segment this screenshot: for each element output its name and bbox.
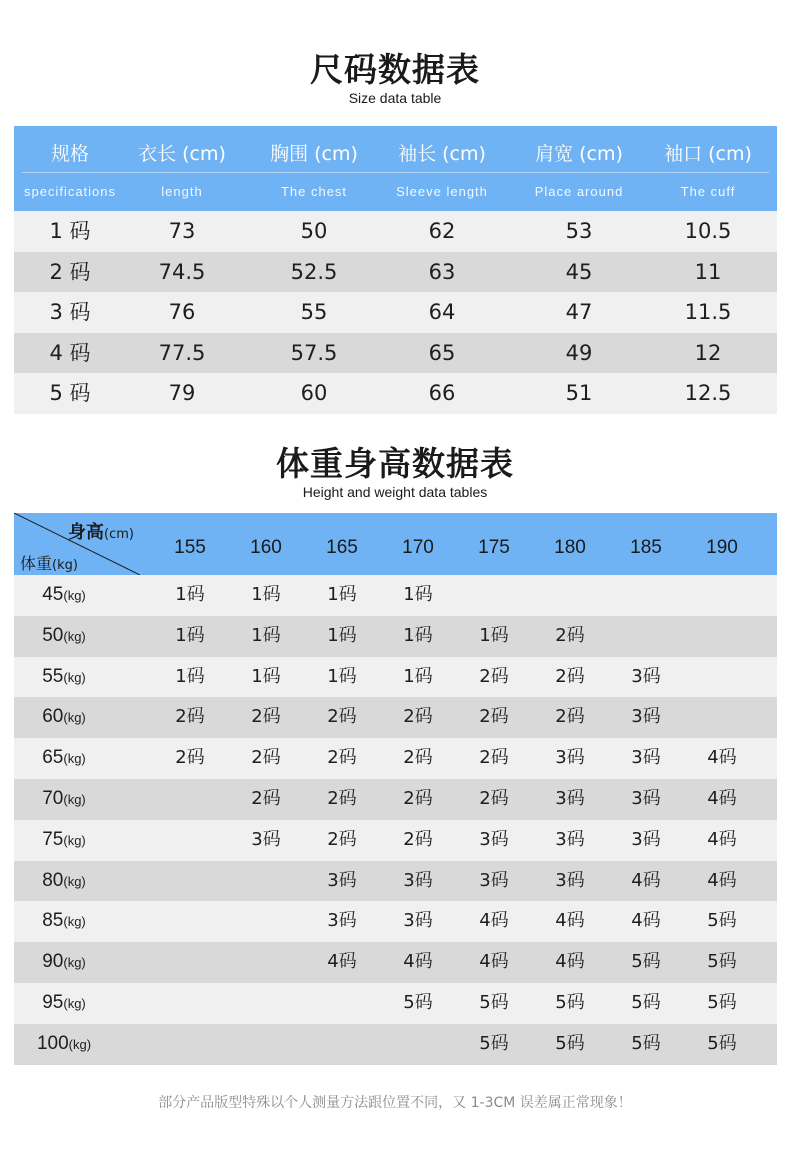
size-recommendation-cell: 5码 xyxy=(707,1032,737,1054)
corner-weight-text: 体重 xyxy=(20,554,53,573)
size-recommendation-cell: 5码 xyxy=(631,1032,661,1054)
size-recommendation-cell: 3码 xyxy=(327,869,357,891)
size-recommendation-cell: 2码 xyxy=(555,624,585,646)
size-recommendation-cell xyxy=(383,1024,453,1065)
table-row xyxy=(14,738,777,779)
size-recommendation-cell: 3码 xyxy=(631,706,661,728)
size-recommendation-cell: 3码 xyxy=(251,828,281,850)
size-table-body xyxy=(14,211,777,414)
weight-unit: (kg) xyxy=(63,588,86,603)
size-recommendation-cell: 2码 xyxy=(479,706,509,728)
size-recommendation-cell: 4码 xyxy=(707,828,737,850)
size-recommendation-cell: 3码 xyxy=(631,828,661,850)
corner-height-label xyxy=(68,518,134,544)
height-weight-table xyxy=(14,513,777,1065)
size-recommendation-cell: 1码 xyxy=(251,624,281,646)
table-row xyxy=(14,697,777,738)
weight-value: 60 xyxy=(42,706,64,728)
size-recommendation-cell xyxy=(459,575,529,616)
height-column-header: 185 xyxy=(630,537,662,558)
size-recommendation-cell: 5码 xyxy=(555,991,585,1013)
weight-label-cell xyxy=(14,779,114,820)
size-header-en-3: Sleeve length xyxy=(396,184,488,199)
size-recommendation-cell: 5码 xyxy=(707,951,737,973)
size-recommendation-cell: 3码 xyxy=(327,910,357,932)
height-column-header: 155 xyxy=(174,537,206,558)
size-recommendation-cell xyxy=(231,942,301,983)
size-table-header xyxy=(14,126,777,211)
table-row xyxy=(14,901,777,942)
size-value-cell: 60 xyxy=(300,381,328,406)
size-recommendation-cell xyxy=(231,861,301,902)
size-recommendation-cell xyxy=(155,861,225,902)
height-column-header: 160 xyxy=(250,537,282,558)
size-recommendation-cell: 5码 xyxy=(707,991,737,1013)
size-recommendation-cell: 3码 xyxy=(631,665,661,687)
size-recommendation-cell: 3码 xyxy=(479,869,509,891)
corner-weight-unit: (kg) xyxy=(52,558,78,573)
size-label-cell: 2 码 xyxy=(49,259,91,284)
size-recommendation-cell: 2码 xyxy=(327,706,357,728)
weight-unit: (kg) xyxy=(63,669,86,685)
size-recommendation-cell: 1码 xyxy=(175,584,205,605)
weight-unit: (kg) xyxy=(63,628,86,644)
size-recommendation-cell: 3码 xyxy=(631,787,661,809)
size-header-cn-4: 肩宽 (cm) xyxy=(535,143,623,165)
size-header-en-4: Place around xyxy=(534,184,624,199)
size-table-title: 尺码数据表 xyxy=(310,50,480,89)
size-value-cell: 55 xyxy=(300,300,328,325)
size-value-cell: 77.5 xyxy=(158,340,206,365)
size-value-cell: 74.5 xyxy=(158,259,206,284)
size-header-cn-2: 胸围 (cm) xyxy=(270,143,358,165)
size-recommendation-cell: 1码 xyxy=(403,624,433,646)
weight-label-cell xyxy=(14,697,114,738)
footer-note: 部分产品版型特殊以个人测量方法跟位置不同，又 1-3CM 误差属正常现象！ xyxy=(158,1095,632,1111)
size-recommendation-cell: 2码 xyxy=(251,706,281,728)
size-recommendation-cell xyxy=(155,942,225,983)
size-recommendation-cell xyxy=(155,983,225,1024)
size-label-cell: 4 码 xyxy=(49,340,91,365)
size-recommendation-cell xyxy=(687,616,757,657)
size-recommendation-cell: 3码 xyxy=(555,869,585,891)
size-header-cn-3: 袖长 (cm) xyxy=(398,143,486,165)
size-value-cell: 47 xyxy=(565,300,593,325)
size-recommendation-cell: 3码 xyxy=(555,787,585,809)
size-label-cell: 1 码 xyxy=(49,219,91,243)
size-value-cell: 52.5 xyxy=(290,259,338,284)
size-value-cell: 49 xyxy=(565,340,593,365)
weight-unit: (kg) xyxy=(63,873,86,889)
size-value-cell: 62 xyxy=(428,219,456,243)
hw-table-header xyxy=(14,513,777,575)
size-recommendation-cell: 2码 xyxy=(251,787,281,809)
weight-label-cell xyxy=(14,616,114,657)
weight-value: 45 xyxy=(42,584,64,605)
table-row xyxy=(14,616,777,657)
size-recommendation-cell: 3码 xyxy=(403,869,433,891)
size-recommendation-cell: 2码 xyxy=(555,665,585,687)
size-value-cell: 65 xyxy=(428,340,456,365)
size-recommendation-cell: 2码 xyxy=(479,747,509,769)
size-recommendation-cell: 3码 xyxy=(555,747,585,769)
size-value-cell: 53 xyxy=(565,219,593,243)
size-value-cell: 11 xyxy=(694,259,722,284)
weight-value: 100 xyxy=(36,1032,69,1054)
size-recommendation-cell xyxy=(155,901,225,942)
size-header-cn-1: 衣长 (cm) xyxy=(138,143,226,165)
size-recommendation-cell: 4码 xyxy=(707,869,737,891)
weight-unit: (kg) xyxy=(63,995,86,1011)
size-recommendation-cell: 2码 xyxy=(327,747,357,769)
height-column-header: 165 xyxy=(326,537,358,558)
weight-label-cell xyxy=(14,901,114,942)
weight-label-cell xyxy=(14,575,114,616)
size-recommendation-cell: 1码 xyxy=(403,584,433,605)
size-recommendation-cell: 3码 xyxy=(479,828,509,850)
size-recommendation-cell: 2码 xyxy=(175,747,205,769)
corner-height-text: 身高 xyxy=(68,522,104,543)
size-recommendation-cell: 2码 xyxy=(403,828,433,850)
weight-unit: (kg) xyxy=(63,751,86,767)
table-row xyxy=(14,252,777,293)
size-value-cell: 64 xyxy=(428,300,456,325)
size-recommendation-cell: 5码 xyxy=(403,991,433,1013)
table-row xyxy=(14,373,777,414)
hw-table-subtitle: Height and weight data tables xyxy=(302,484,488,500)
table-row xyxy=(14,292,777,333)
size-recommendation-cell: 1码 xyxy=(175,624,205,646)
table-row xyxy=(14,1024,777,1065)
size-recommendation-cell: 4码 xyxy=(327,951,357,973)
table-row xyxy=(14,211,777,252)
size-recommendation-cell: 4码 xyxy=(403,951,433,973)
weight-label-cell xyxy=(14,861,114,902)
size-recommendation-cell: 4码 xyxy=(555,951,585,973)
size-recommendation-cell xyxy=(231,901,301,942)
weight-unit: (kg) xyxy=(63,832,86,848)
corner-height-unit: (cm) xyxy=(104,527,134,542)
weight-label-cell xyxy=(14,942,114,983)
weight-label-cell xyxy=(14,820,114,861)
size-recommendation-cell: 2码 xyxy=(555,706,585,728)
size-recommendation-cell: 4码 xyxy=(555,910,585,932)
weight-value: 90 xyxy=(42,951,64,973)
size-header-en-1: length xyxy=(161,184,203,199)
size-recommendation-cell: 2码 xyxy=(479,787,509,809)
height-column-header: 190 xyxy=(706,537,738,558)
weight-value: 85 xyxy=(42,910,64,932)
table-row xyxy=(14,575,777,616)
weight-unit: (kg) xyxy=(63,710,86,726)
size-recommendation-cell: 5码 xyxy=(479,1032,509,1054)
size-table-subtitle: Size data table xyxy=(348,90,442,106)
size-recommendation-cell xyxy=(687,657,757,698)
weight-label-cell xyxy=(14,1024,114,1065)
size-recommendation-cell xyxy=(687,575,757,616)
table-row xyxy=(14,333,777,374)
size-recommendation-cell: 2码 xyxy=(403,747,433,769)
hw-table-title: 体重身高数据表 xyxy=(276,444,514,483)
size-header-cn-5: 袖口 (cm) xyxy=(664,143,752,165)
weight-value: 55 xyxy=(42,665,64,687)
weight-label-cell xyxy=(14,657,114,698)
size-recommendation-cell: 5码 xyxy=(631,951,661,973)
weight-unit: (kg) xyxy=(63,955,86,971)
size-header-en-5: The cuff xyxy=(680,184,736,199)
size-recommendation-cell: 3码 xyxy=(403,910,433,932)
weight-unit: (kg) xyxy=(63,791,86,807)
size-recommendation-cell: 3码 xyxy=(555,828,585,850)
height-column-header: 175 xyxy=(478,537,510,558)
size-recommendation-cell xyxy=(307,983,377,1024)
weight-label-cell xyxy=(14,983,114,1024)
table-row xyxy=(14,942,777,983)
size-recommendation-cell: 2码 xyxy=(479,665,509,687)
size-recommendation-cell: 4码 xyxy=(707,787,737,809)
size-header-en-2: The chest xyxy=(280,184,348,199)
weight-unit: (kg) xyxy=(68,1036,92,1052)
weight-value: 80 xyxy=(42,869,64,891)
size-recommendation-cell: 2码 xyxy=(175,706,205,728)
header-divider xyxy=(22,172,769,173)
size-label-cell: 5 码 xyxy=(49,381,91,406)
corner-weight-label xyxy=(20,551,78,574)
size-value-cell: 76 xyxy=(168,300,196,325)
size-recommendation-cell: 5码 xyxy=(707,910,737,932)
size-recommendation-cell: 4码 xyxy=(479,910,509,932)
size-recommendation-cell: 5码 xyxy=(555,1032,585,1054)
size-recommendation-cell: 5码 xyxy=(479,991,509,1013)
table-row xyxy=(14,779,777,820)
size-recommendation-cell: 1码 xyxy=(327,665,357,687)
size-recommendation-cell xyxy=(155,779,225,820)
size-recommendation-cell: 4码 xyxy=(631,869,661,891)
size-value-cell: 11.5 xyxy=(684,300,732,325)
size-recommendation-cell xyxy=(611,575,681,616)
size-value-cell: 12.5 xyxy=(684,381,732,406)
size-value-cell: 45 xyxy=(565,259,593,284)
size-table xyxy=(14,126,777,414)
size-value-cell: 57.5 xyxy=(290,340,338,365)
size-recommendation-cell: 4码 xyxy=(631,910,661,932)
size-value-cell: 73 xyxy=(168,219,196,243)
weight-value: 95 xyxy=(42,991,64,1013)
table-row xyxy=(14,983,777,1024)
size-header-en-0: specifications xyxy=(23,184,117,199)
size-value-cell: 63 xyxy=(428,259,456,284)
size-recommendation-cell: 2码 xyxy=(403,706,433,728)
size-recommendation-cell xyxy=(611,616,681,657)
size-recommendation-cell: 2码 xyxy=(251,747,281,769)
size-label-cell: 3 码 xyxy=(49,300,91,325)
size-recommendation-cell xyxy=(231,1024,301,1065)
size-recommendation-cell: 1码 xyxy=(251,665,281,687)
size-recommendation-cell xyxy=(231,983,301,1024)
table-row xyxy=(14,861,777,902)
size-value-cell: 10.5 xyxy=(684,219,732,243)
weight-value: 75 xyxy=(42,828,64,850)
size-recommendation-cell: 2码 xyxy=(327,828,357,850)
size-recommendation-cell: 2码 xyxy=(403,787,433,809)
size-recommendation-cell: 1码 xyxy=(251,584,281,605)
size-header-cn-0: 规格 xyxy=(50,143,89,165)
table-row xyxy=(14,657,777,698)
size-recommendation-cell: 3码 xyxy=(631,747,661,769)
size-recommendation-cell xyxy=(155,820,225,861)
size-value-cell: 50 xyxy=(300,219,328,243)
size-value-cell: 66 xyxy=(428,381,456,406)
weight-value: 70 xyxy=(42,787,64,809)
table-row xyxy=(14,820,777,861)
height-column-header: 170 xyxy=(402,537,434,558)
size-recommendation-cell xyxy=(155,1024,225,1065)
size-recommendation-cell: 1码 xyxy=(327,624,357,646)
weight-value: 65 xyxy=(42,747,64,769)
size-value-cell: 51 xyxy=(565,381,593,406)
weight-value: 50 xyxy=(42,624,64,646)
size-recommendation-cell: 2码 xyxy=(327,787,357,809)
weight-unit: (kg) xyxy=(63,914,86,930)
size-recommendation-cell xyxy=(535,575,605,616)
size-recommendation-cell: 1码 xyxy=(403,665,433,687)
size-recommendation-cell: 5码 xyxy=(631,991,661,1013)
height-column-header: 180 xyxy=(554,537,586,558)
size-value-cell: 79 xyxy=(168,381,196,406)
size-recommendation-cell: 1码 xyxy=(327,584,357,605)
weight-label-cell xyxy=(14,738,114,779)
size-recommendation-cell xyxy=(307,1024,377,1065)
size-recommendation-cell: 1码 xyxy=(175,665,205,687)
size-recommendation-cell: 4码 xyxy=(707,747,737,769)
size-recommendation-cell: 4码 xyxy=(479,951,509,973)
size-recommendation-cell xyxy=(687,697,757,738)
hw-table-body xyxy=(14,575,777,1065)
size-value-cell: 12 xyxy=(694,340,722,365)
size-recommendation-cell: 1码 xyxy=(479,624,509,646)
